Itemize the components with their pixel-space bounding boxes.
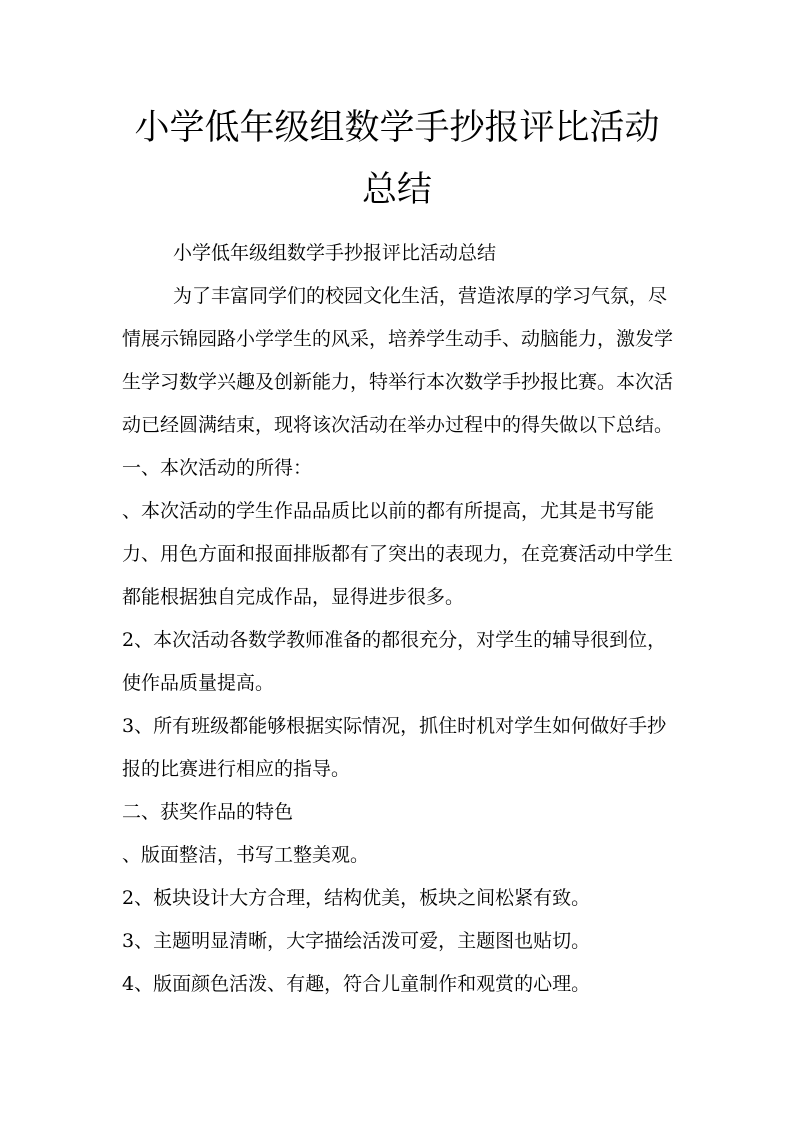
section-heading-features: 二、获奖作品的特色 [122, 801, 294, 823]
gain-item-3: 3、所有班级都能够根据实际情况，抓住时机对学生如何做好手抄报的比赛进行相应的指导。 [122, 715, 667, 780]
document-body [122, 232, 678, 1006]
feature-item-4: 4、版面颜色活泼、有趣，符合儿童制作和观赏的心理。 [122, 973, 591, 995]
gain-item-2: 2、本次活动各数学教师准备的都很充分，对学生的辅导很到位，使作品质量提高。 [122, 629, 667, 694]
document-title-line-2: 总结 [361, 170, 432, 210]
subtitle-paragraph: 小学低年级组数学手抄报评比活动总结 [173, 242, 497, 264]
feature-item-1: 、版面整洁，书写工整美观。 [122, 844, 370, 866]
document-title-line-1: 小学低年级组数学手抄报评比活动 [134, 108, 660, 148]
section-heading-gains: 一、本次活动的所得： [122, 457, 313, 479]
feature-item-2: 2、板块设计大方合理，结构优美，板块之间松紧有致。 [122, 887, 591, 909]
gain-item-1: 、本次活动的学生作品品质比以前的都有所提高，尤其是书写能力、用色方面和报面排版都有了突出的表现力，在竞赛活动中学生都能根据独自完成作品，显得进步很多。 [122, 500, 674, 608]
intro-paragraph: 为了丰富同学们的校园文化生活，营造浓厚的学习气氛，尽情展示锦园路小学学生的风采，培养学生动手、动脑能力，激发学生学习数学兴趣及创新能力，特举行本次数学手抄报比赛。本次活动已经圆满结束，现将该次活动在举办过程中的得失做以下总结。 [122, 285, 674, 436]
feature-item-3: 3、主题明显清晰，大字描绘活泼可爱，主题图也贴切。 [122, 930, 591, 952]
